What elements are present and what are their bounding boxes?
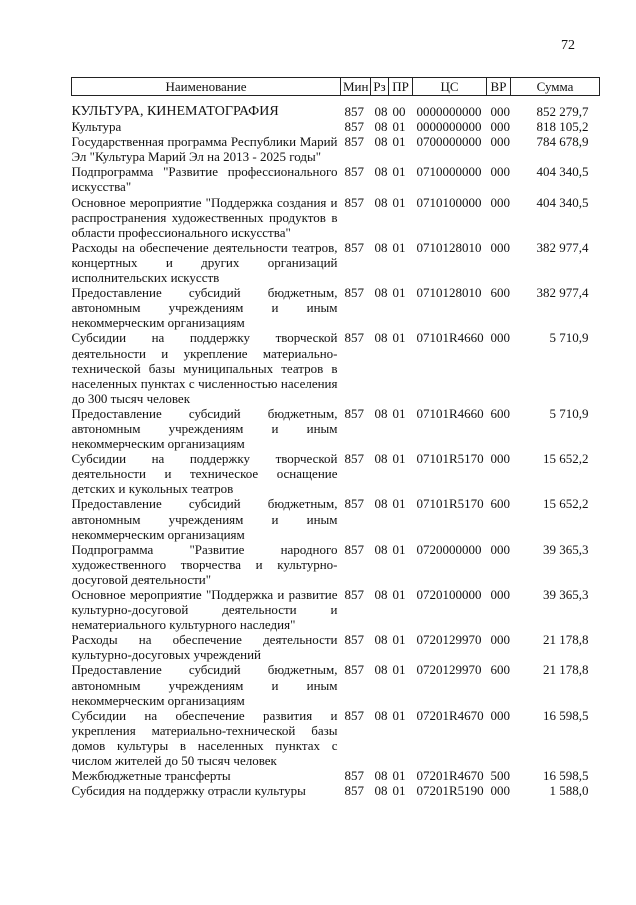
table-row bbox=[72, 632, 600, 662]
cell-sum: 382 977,4 bbox=[536, 285, 589, 301]
cell-rz: 08 bbox=[374, 194, 388, 210]
cell-sum: 21 178,8 bbox=[543, 662, 589, 678]
table-row bbox=[72, 708, 600, 768]
cell-sum: 16 598,5 bbox=[543, 768, 589, 784]
cell-rz: 08 bbox=[374, 662, 388, 678]
cell-name: Субсидия на поддержку отрасли культуры bbox=[71, 783, 306, 799]
cell-name: Предоставление субсидий бюджетным, автономным учреждениям и иным некоммерческим организациям bbox=[71, 285, 338, 331]
cell-min: 857 bbox=[344, 768, 364, 784]
cell-vr: 500 bbox=[490, 768, 510, 784]
table-row bbox=[72, 542, 600, 587]
cell-cs: 0720000000 bbox=[416, 541, 482, 557]
cell-cs: 0720129970 bbox=[416, 662, 482, 678]
cell-pr: 01 bbox=[392, 164, 406, 180]
cell-pr: 01 bbox=[392, 783, 406, 799]
cell-min: 857 bbox=[344, 119, 364, 135]
cell-min: 857 bbox=[344, 662, 364, 678]
cell-min: 857 bbox=[344, 496, 364, 512]
header-sum: Сумма bbox=[511, 78, 600, 96]
cell-name: Культура bbox=[71, 119, 122, 135]
cell-name: Предоставление субсидий бюджетным, автономным учреждениям и иным некоммерческим организациям bbox=[71, 405, 338, 452]
cell-rz: 08 bbox=[374, 405, 388, 421]
cell-name: Субсидии на поддержку творческой деятельности и техническое оснащение детских и кукольных театров bbox=[71, 451, 338, 497]
cell-sum: 5 710,9 bbox=[549, 330, 589, 346]
cell-vr: 000 bbox=[490, 104, 510, 119]
cell-rz: 08 bbox=[374, 632, 388, 648]
cell-rz: 08 bbox=[374, 496, 388, 512]
cell-sum: 852 279,7 bbox=[536, 104, 589, 119]
cell-min: 857 bbox=[344, 330, 364, 346]
table-row bbox=[72, 330, 600, 405]
cell-pr: 00 bbox=[392, 104, 406, 119]
header-name: Наименование bbox=[72, 78, 341, 96]
cell-vr: 600 bbox=[490, 496, 510, 512]
cell-cs: 0720100000 bbox=[416, 587, 482, 602]
cell-vr: 000 bbox=[490, 134, 510, 150]
cell-rz: 08 bbox=[374, 783, 388, 799]
cell-pr: 01 bbox=[392, 405, 406, 421]
cell-pr: 01 bbox=[392, 587, 406, 602]
cell-pr: 01 bbox=[392, 119, 406, 135]
table-row bbox=[72, 496, 600, 541]
cell-name: Межбюджетные трансферты bbox=[71, 768, 231, 784]
cell-name: Расходы на обеспечение деятельности культурно-досуговых учреждений bbox=[71, 632, 338, 663]
cell-rz: 08 bbox=[374, 164, 388, 180]
cell-cs: 07101R5170 bbox=[416, 496, 484, 512]
cell-cs: 0710128010 bbox=[416, 239, 482, 255]
cell-rz: 08 bbox=[374, 768, 388, 784]
cell-vr: 000 bbox=[490, 239, 510, 255]
cell-pr: 01 bbox=[392, 285, 406, 301]
header-min: Мин bbox=[341, 78, 371, 96]
cell-name: КУЛЬТУРА, КИНЕМАТОГРАФИЯ bbox=[71, 104, 279, 119]
cell-sum: 16 598,5 bbox=[543, 707, 589, 723]
cell-vr: 600 bbox=[490, 405, 510, 421]
cell-cs: 07201R5190 bbox=[416, 783, 484, 799]
table-row bbox=[72, 662, 600, 707]
cell-name: Субсидии на обеспечение развития и укрепления материально-технической базы домов культуры в населенных пунктах с числом жителей до 50 тысяч человек bbox=[71, 707, 338, 769]
cell-cs: 0710100000 bbox=[416, 194, 482, 210]
cell-vr: 000 bbox=[490, 587, 510, 602]
cell-name: Подпрограмма "Развитие народного художественного творчества и культурно-досуговой деятельности" bbox=[71, 541, 338, 587]
cell-vr: 600 bbox=[490, 662, 510, 678]
cell-sum: 15 652,2 bbox=[543, 451, 589, 467]
cell-sum: 5 710,9 bbox=[549, 405, 589, 421]
cell-vr: 600 bbox=[490, 285, 510, 301]
cell-name: Подпрограмма "Развитие профессионального искусства" bbox=[71, 164, 338, 195]
cell-sum: 382 977,4 bbox=[536, 239, 589, 255]
cell-vr: 000 bbox=[490, 164, 510, 180]
cell-vr: 000 bbox=[490, 707, 510, 723]
cell-min: 857 bbox=[344, 405, 364, 421]
cell-pr: 01 bbox=[392, 239, 406, 255]
cell-min: 857 bbox=[344, 587, 364, 602]
cell-cs: 07201R4670 bbox=[416, 707, 484, 723]
cell-rz: 08 bbox=[374, 134, 388, 150]
cell-min: 857 bbox=[344, 104, 364, 119]
cell-rz: 08 bbox=[374, 707, 388, 723]
cell-min: 857 bbox=[344, 194, 364, 210]
cell-sum: 39 365,3 bbox=[543, 587, 589, 602]
cell-vr: 000 bbox=[490, 119, 510, 135]
cell-rz: 08 bbox=[374, 541, 388, 557]
cell-cs: 0710128010 bbox=[416, 285, 482, 301]
cell-cs: 07101R4660 bbox=[416, 330, 484, 346]
cell-cs: 07201R4670 bbox=[416, 768, 484, 784]
header-vr: ВР bbox=[487, 78, 511, 96]
cell-rz: 08 bbox=[374, 104, 388, 119]
cell-rz: 08 bbox=[374, 330, 388, 346]
cell-vr: 000 bbox=[490, 194, 510, 210]
cell-rz: 08 bbox=[374, 285, 388, 301]
cell-rz: 08 bbox=[374, 587, 388, 602]
cell-min: 857 bbox=[344, 783, 364, 799]
cell-sum: 39 365,3 bbox=[543, 541, 589, 557]
cell-pr: 01 bbox=[392, 451, 406, 467]
cell-sum: 1 588,0 bbox=[549, 783, 589, 799]
table-row bbox=[72, 768, 600, 783]
cell-pr: 01 bbox=[392, 768, 406, 784]
cell-cs: 0720129970 bbox=[416, 632, 482, 648]
table-row bbox=[72, 451, 600, 496]
table-row bbox=[72, 240, 600, 285]
cell-sum: 818 105,2 bbox=[536, 119, 589, 135]
cell-name: Расходы на обеспечение деятельности театров, концертных и других организаций исполнительских искусств bbox=[71, 239, 338, 286]
cell-name: Предоставление субсидий бюджетным, автономным учреждениям и иным некоммерческим организациям bbox=[71, 662, 338, 708]
cell-vr: 000 bbox=[490, 330, 510, 346]
header-pr: ПР bbox=[389, 78, 413, 96]
header-cs: ЦС bbox=[413, 78, 487, 96]
cell-vr: 000 bbox=[490, 632, 510, 648]
cell-pr: 01 bbox=[392, 662, 406, 678]
cell-cs: 07101R4660 bbox=[416, 405, 484, 421]
cell-rz: 08 bbox=[374, 119, 388, 135]
cell-min: 857 bbox=[344, 707, 364, 723]
cell-pr: 01 bbox=[392, 496, 406, 512]
cell-pr: 01 bbox=[392, 134, 406, 150]
cell-pr: 01 bbox=[392, 541, 406, 557]
table-row bbox=[72, 285, 600, 330]
cell-sum: 784 678,9 bbox=[536, 134, 589, 150]
cell-cs: 0700000000 bbox=[416, 134, 482, 150]
cell-pr: 01 bbox=[392, 632, 406, 648]
cell-min: 857 bbox=[344, 541, 364, 557]
cell-rz: 08 bbox=[374, 451, 388, 467]
cell-vr: 000 bbox=[490, 541, 510, 557]
cell-pr: 01 bbox=[392, 707, 406, 723]
table-row bbox=[72, 164, 600, 194]
cell-min: 857 bbox=[344, 451, 364, 467]
table-row bbox=[72, 783, 600, 798]
cell-min: 857 bbox=[344, 632, 364, 648]
cell-pr: 01 bbox=[392, 330, 406, 346]
table-row bbox=[72, 96, 600, 120]
cell-sum: 404 340,5 bbox=[536, 194, 589, 210]
table-row bbox=[72, 587, 600, 632]
cell-name: Основное мероприятие "Поддержка создания и распространения художественных продуктов в области профессионального искусства" bbox=[71, 194, 338, 240]
table-row bbox=[72, 119, 600, 134]
page-number: 72 bbox=[561, 38, 575, 53]
cell-cs: 0710000000 bbox=[416, 164, 482, 180]
cell-name: Основное мероприятие "Поддержка и развитие культурно-досуговой деятельности и нематериального культурного наследия" bbox=[71, 587, 338, 633]
cell-cs: 07101R5170 bbox=[416, 451, 484, 467]
cell-min: 857 bbox=[344, 134, 364, 150]
table-row bbox=[72, 195, 600, 240]
cell-sum: 404 340,5 bbox=[536, 164, 589, 180]
cell-vr: 000 bbox=[490, 451, 510, 467]
cell-rz: 08 bbox=[374, 239, 388, 255]
table-row bbox=[72, 134, 600, 164]
cell-min: 857 bbox=[344, 285, 364, 301]
cell-pr: 01 bbox=[392, 194, 406, 210]
cell-sum: 21 178,8 bbox=[543, 632, 589, 648]
cell-name: Предоставление субсидий бюджетным, автономным учреждениям и иным некоммерческим организациям bbox=[71, 496, 338, 542]
cell-vr: 000 bbox=[490, 783, 510, 799]
cell-min: 857 bbox=[344, 164, 364, 180]
cell-cs: 0000000000 bbox=[416, 104, 482, 119]
cell-name: Государственная программа Республики Марий Эл "Культура Марий Эл на 2013 - 2025 годы" bbox=[71, 134, 338, 165]
cell-sum: 15 652,2 bbox=[543, 496, 589, 512]
header-rz: Рз bbox=[371, 78, 389, 96]
cell-name: Субсидии на поддержку творческой деятельности и укрепление материально-технической базы муниципальных театров в населенных пунктах с численностью населения до 300 тысяч человек bbox=[71, 330, 338, 406]
header-row bbox=[72, 78, 600, 96]
table-row bbox=[72, 406, 600, 451]
budget-table bbox=[71, 77, 600, 798]
cell-min: 857 bbox=[344, 239, 364, 255]
cell-cs: 0000000000 bbox=[416, 119, 482, 135]
